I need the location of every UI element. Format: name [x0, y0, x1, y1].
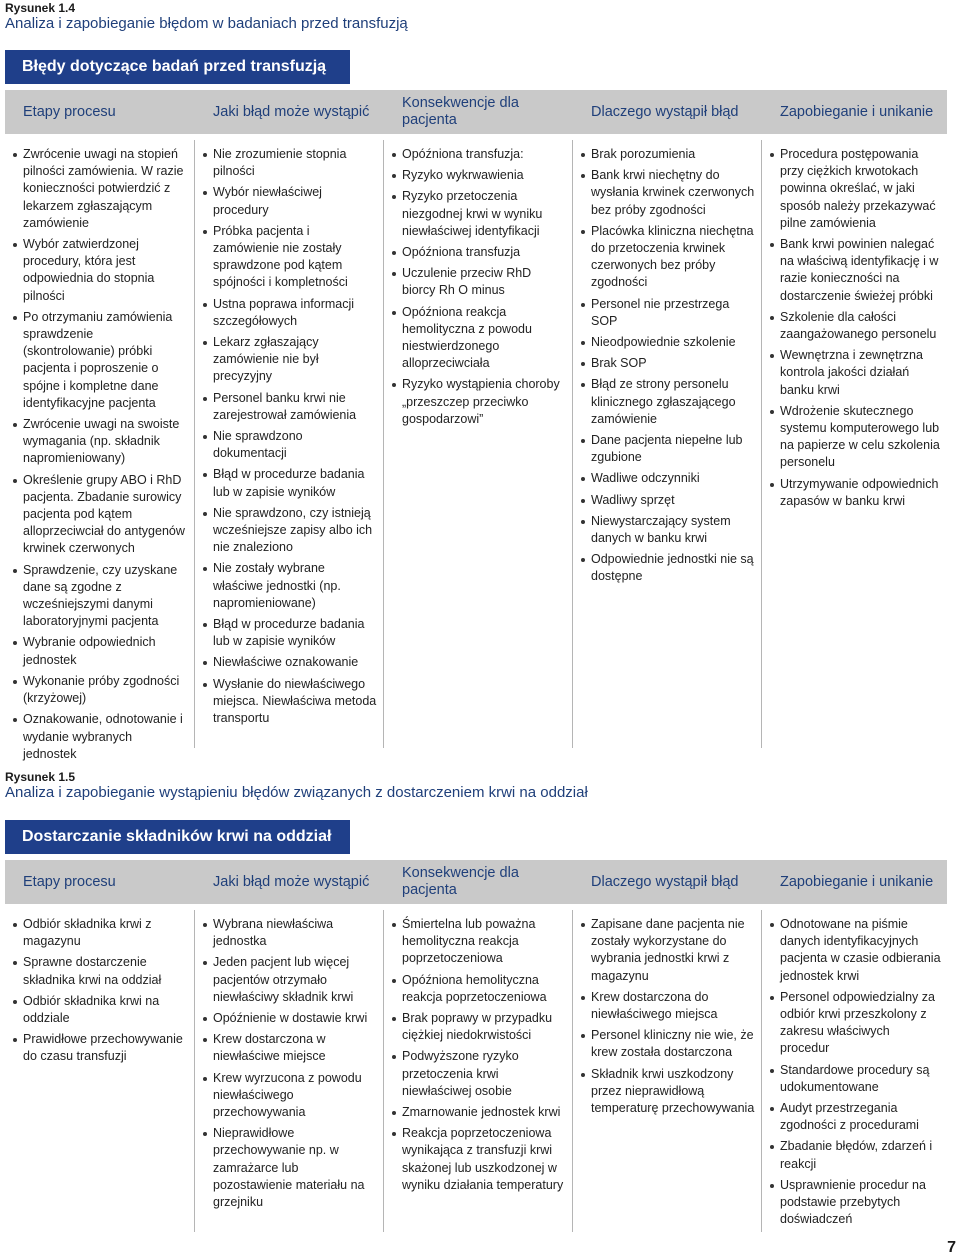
list-item: Personel nie przestrzega SOP	[577, 296, 755, 330]
table-body	[5, 140, 947, 761]
list-item: Błąd ze strony personelu klinicznego zgłaszającego zamówienie	[577, 376, 755, 428]
list-item: Wykonanie próby zgodności (krzyżowej)	[9, 673, 188, 707]
header-prevention: Zapobieganie i unikanie	[780, 103, 934, 120]
column-prevention	[762, 910, 947, 1232]
list-item: Standardowe procedury są udokumentowane	[766, 1062, 941, 1096]
list-item: Personel kliniczny nie wie, że krew została dostarczona	[577, 1027, 755, 1061]
column-stages	[5, 910, 195, 1232]
page-number: 7	[947, 1239, 956, 1256]
section-banner: Błędy dotyczące badań przed transfuzją	[5, 50, 350, 84]
list-item: Brak poprawy w przypadku ciężkiej niedokrwistości	[388, 1010, 566, 1044]
list-item: Ryzyko przetoczenia niezgodnej krwi w wyniku niewłaściwej identyfikacji	[388, 188, 566, 240]
list-item: Reakcja poprzetoczeniowa wynikająca z transfuzji krwi skażonej lub uszkodzonej w wyniku działania temperatury	[388, 1125, 566, 1194]
figure-caption: Analiza i zapobieganie wystąpieniu błędów związanych z dostarczeniem krwi na oddział	[5, 784, 588, 801]
list-item: Zmarnowanie jednostek krwi	[388, 1104, 566, 1121]
figure-1-heading	[5, 2, 955, 33]
list-item: Wybranie odpowiednich jednostek	[9, 634, 188, 668]
list-item: Opóźniona transfuzja	[388, 244, 566, 261]
list-item: Ryzyko wykrwawienia	[388, 167, 566, 184]
list-item: Odbiór składnika krwi z magazynu	[9, 916, 188, 950]
list-item: Wybrana niewłaściwa jednostka	[199, 916, 377, 950]
header-consequences: Konsekwencje dla pacjenta	[402, 865, 519, 898]
list-item: Utrzymywanie odpowiednich zapasów w banku krwi	[766, 476, 941, 510]
list-item: Dane pacjenta niepełne lub zgubione	[577, 432, 755, 466]
bullet-list	[199, 916, 377, 1211]
header-consequences: Konsekwencje dla pacjenta	[402, 95, 519, 128]
list-item: Wewnętrzna i zewnętrzna kontrola jakości działań banku krwi	[766, 347, 941, 399]
list-item: Opóźnienie w dostawie krwi	[199, 1010, 377, 1027]
list-item: Zwrócenie uwagi na swoiste wymagania (np. składnik napromieniowany)	[9, 416, 188, 468]
list-item: Nieprawidłowe przechowywanie np. w zamrażarce lub pozostawienie materiału na grzejniku	[199, 1125, 377, 1211]
list-item: Zwrócenie uwagi na stopień pilności zamówienia. W razie konieczności potwierdzić z lekarzem zgłaszającym zamówienie	[9, 146, 188, 232]
column-stages	[5, 140, 195, 761]
bullet-list	[388, 146, 566, 428]
list-item: Niewystarczający system danych w banku krwi	[577, 513, 755, 547]
bullet-list	[766, 146, 941, 510]
list-item: Wybór niewłaściwej procedury	[199, 184, 377, 218]
header-stages: Etapy procesu	[23, 103, 116, 120]
list-item: Bank krwi niechętny do wysłania krwinek czerwonych bez próby zgodności	[577, 167, 755, 219]
table-header	[5, 90, 947, 134]
list-item: Personel odpowiedzialny za odbiór krwi przeszkolony z zakresu właściwych procedur	[766, 989, 941, 1058]
list-item: Krew wyrzucona z powodu niewłaściwego przechowywania	[199, 1070, 377, 1122]
header-causes: Dlaczego wystąpił błąd	[591, 103, 739, 120]
list-item: Nie zostały wybrane właściwe jednostki (np. napromieniowane)	[199, 560, 377, 612]
list-item: Szkolenie dla całości zaangażowanego personelu	[766, 309, 941, 343]
list-item: Nie zrozumienie stopnia pilności	[199, 146, 377, 180]
list-item: Jeden pacjent lub więcej pacjentów otrzymało niewłaściwy składnik krwi	[199, 954, 377, 1006]
list-item: Opóźniona transfuzja:	[388, 146, 566, 163]
list-item: Nieodpowiednie szkolenie	[577, 334, 755, 351]
list-item: Placówka kliniczna niechętna do przetoczenia krwinek czerwonych bez próby zgodności	[577, 223, 755, 292]
list-item: Podwyższone ryzyko przetoczenia krwi niewłaściwej osobie	[388, 1048, 566, 1100]
list-item: Lekarz zgłaszający zamówienie nie był precyzyjny	[199, 334, 377, 386]
list-item: Usprawnienie procedur na podstawie przebytych doświadczeń	[766, 1177, 941, 1229]
list-item: Ustna poprawa informacji szczegółowych	[199, 296, 377, 330]
list-item: Opóźniona reakcja hemolityczna z powodu niestwierdzonego alloprzeciwciała	[388, 304, 566, 373]
list-item: Wadliwy sprzęt	[577, 492, 755, 509]
column-consequences	[384, 140, 573, 748]
header-causes: Dlaczego wystąpił błąd	[591, 873, 739, 890]
list-item: Nie sprawdzono dokumentacji	[199, 428, 377, 462]
column-prevention	[762, 140, 947, 748]
list-item: Zapisane dane pacjenta nie zostały wykorzystane do wybrania jednostki krwi z magazynu	[577, 916, 755, 985]
list-item: Wysłanie do niewłaściwego miejsca. Niewłaściwa metoda transportu	[199, 676, 377, 728]
table-header	[5, 860, 947, 904]
table-body	[5, 910, 947, 1232]
list-item: Personel banku krwi nie zarejestrował zamówienia	[199, 390, 377, 424]
bullet-list	[577, 916, 755, 1117]
column-consequences	[384, 910, 573, 1232]
bullet-list	[766, 916, 941, 1228]
list-item: Oznakowanie, odnotowanie i wydanie wybranych jednostek	[9, 711, 188, 763]
bullet-list	[9, 146, 188, 763]
list-item: Określenie grupy ABO i RhD pacjenta. Zbadanie surowicy pacjenta pod kątem alloprzeciwciał do antygenów krwinek czerwonych	[9, 472, 188, 558]
figure-number: Rysunek 1.4	[5, 1, 76, 15]
header-prevention: Zapobieganie i unikanie	[780, 873, 934, 890]
section-banner: Dostarczanie składników krwi na oddział	[5, 820, 350, 854]
list-item: Audyt przestrzegania zgodności z procedurami	[766, 1100, 941, 1134]
list-item: Próbka pacjenta i zamówienie nie zostały sprawdzone pod kątem spójności i kompletności	[199, 223, 377, 292]
list-item: Odbiór składnika krwi na oddziale	[9, 993, 188, 1027]
list-item: Ryzyko wystąpienia choroby „przeszczep przeciwko gospodarzowi”	[388, 376, 566, 428]
list-item: Procedura postępowania przy ciężkich krwotokach powinna określać, w jaki sposób należy przekazywać pilne zamówienia	[766, 146, 941, 232]
list-item: Krew dostarczona do niewłaściwego miejsca	[577, 989, 755, 1023]
bullet-list	[577, 146, 755, 586]
column-causes	[573, 140, 762, 748]
list-item: Uczulenie przeciw RhD biorcy Rh O minus	[388, 265, 566, 299]
bullet-list	[9, 916, 188, 1066]
list-item: Bank krwi powinien nalegać na właściwą identyfikację i w razie konieczności na dostarczenie świeżej próbki	[766, 236, 941, 305]
column-errors	[195, 140, 384, 748]
header-stages: Etapy procesu	[23, 873, 116, 890]
list-item: Opóźniona hemolityczna reakcja poprzetoczeniowa	[388, 972, 566, 1006]
list-item: Zbadanie błędów, zdarzeń i reakcji	[766, 1138, 941, 1172]
column-causes	[573, 910, 762, 1232]
list-item: Sprawdzenie, czy uzyskane dane są zgodne z wcześniejszymi danymi laboratoryjnymi pacjenta	[9, 562, 188, 631]
list-item: Śmiertelna lub poważna hemolityczna reakcja poprzetoczeniowa	[388, 916, 566, 968]
column-errors	[195, 910, 384, 1232]
list-item: Wdrożenie skutecznego systemu komputerowego lub na papierze w celu szkolenia personelu	[766, 403, 941, 472]
list-item: Nie sprawdzono, czy istnieją wcześniejsze zapisy albo ich nie znaleziono	[199, 505, 377, 557]
list-item: Brak porozumienia	[577, 146, 755, 163]
figure-caption: Analiza i zapobieganie błędom w badaniach przed transfuzją	[5, 15, 408, 32]
figure-2-heading	[5, 771, 955, 802]
list-item: Odnotowane na piśmie danych identyfikacyjnych pacjenta w czasie odbierania jednostek krwi	[766, 916, 941, 985]
list-item: Niewłaściwe oznakowanie	[199, 654, 377, 671]
list-item: Krew dostarczona w niewłaściwe miejsce	[199, 1031, 377, 1065]
bullet-list	[199, 146, 377, 727]
header-errors: Jaki błąd może wystąpić	[213, 873, 370, 890]
list-item: Błąd w procedurze badania lub w zapisie wyników	[199, 466, 377, 500]
header-errors: Jaki błąd może wystąpić	[213, 103, 370, 120]
list-item: Wadliwe odczynniki	[577, 470, 755, 487]
list-item: Po otrzymaniu zamówienia sprawdzenie (skontrolowanie) próbki pacjenta i poproszenie o spójne i kompletne dane identyfikacyjne pacjenta	[9, 309, 188, 412]
list-item: Odpowiednie jednostki nie są dostępne	[577, 551, 755, 585]
bullet-list	[388, 916, 566, 1194]
list-item: Błąd w procedurze badania lub w zapisie wyników	[199, 616, 377, 650]
list-item: Składnik krwi uszkodzony przez nieprawidłową temperaturę przechowywania	[577, 1066, 755, 1118]
list-item: Wybór zatwierdzonej procedury, która jest odpowiednia do stopnia pilności	[9, 236, 188, 305]
list-item: Prawidłowe przechowywanie do czasu transfuzji	[9, 1031, 188, 1065]
list-item: Sprawne dostarczenie składnika krwi na oddział	[9, 954, 188, 988]
figure-number: Rysunek 1.5	[5, 770, 76, 784]
list-item: Brak SOP	[577, 355, 755, 372]
